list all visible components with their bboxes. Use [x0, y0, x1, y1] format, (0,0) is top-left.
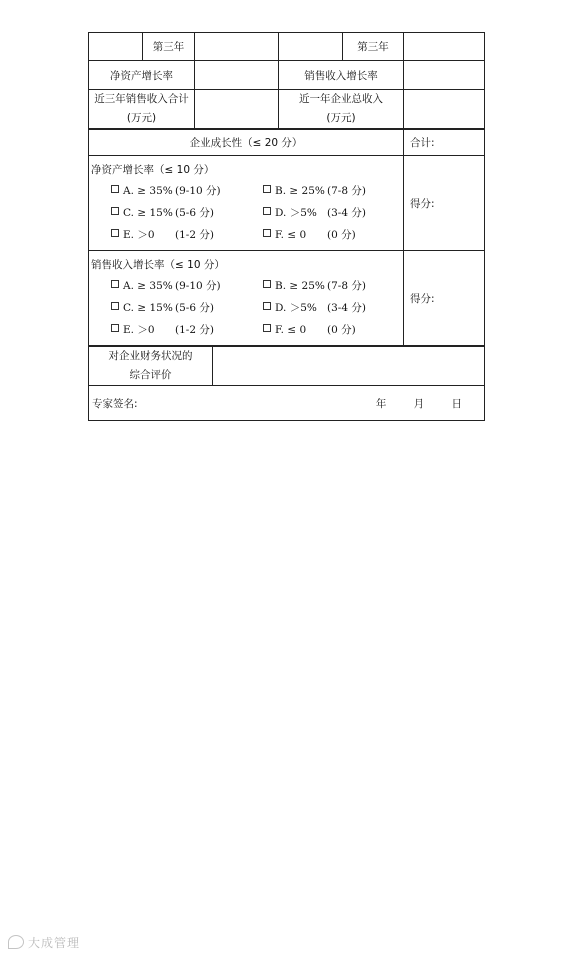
watermark-text: 大成管理: [28, 936, 81, 950]
evaluation-form: [88, 32, 484, 421]
total-label: 合计:: [404, 130, 485, 156]
three-year-sales-label: 近三年销售收入合计 (万元): [89, 90, 195, 129]
checkbox-icon: [263, 207, 271, 215]
day-label: 日: [451, 397, 462, 410]
empty-cell: [279, 33, 343, 61]
date-fields: [352, 396, 462, 411]
growth-header: 企业成长性（≤ 20 分）: [89, 130, 404, 156]
net-asset-growth-label: 净资产增长率: [89, 61, 195, 90]
sales-growth-label: 销售收入增长率: [279, 61, 404, 90]
year-label: 年: [375, 397, 387, 410]
net-asset-growth-options: 净资产增长率（≤ 10 分） A. ≥ 35% (9-10 分) B. ≥ 25% (7-8 分) C. ≥ 15% (5-6 分) D. ＞5% (3-4 分) E. ＞0 (1-2 分) F. ≤ 0 (0 分): [89, 156, 404, 251]
checkbox-icon: [263, 185, 271, 193]
option-f[interactable]: F. ≤ 0: [263, 224, 327, 246]
option-b[interactable]: B. ≥ 25%: [263, 180, 327, 202]
section-title: 销售收入增长率（≤ 10 分）: [91, 259, 225, 271]
three-year-sales-value[interactable]: [195, 90, 279, 129]
checkbox-icon: [111, 280, 119, 288]
option-e[interactable]: E. ＞0: [111, 319, 175, 341]
option-b[interactable]: B. ≥ 25%: [263, 275, 327, 297]
empty-cell: [89, 33, 143, 61]
option-d[interactable]: D. ＞5%: [263, 202, 327, 224]
watermark: [8, 934, 80, 951]
checkbox-icon: [111, 302, 119, 310]
checkbox-icon: [263, 280, 271, 288]
year-label-left: 第三年: [143, 33, 195, 61]
checkbox-icon: [263, 324, 271, 332]
option-d[interactable]: D. ＞5%: [263, 297, 327, 319]
net-asset-score[interactable]: 得分:: [404, 156, 485, 251]
month-label: 月: [413, 397, 425, 410]
checkbox-icon: [111, 324, 119, 332]
checkbox-icon: [263, 229, 271, 237]
net-asset-growth-value[interactable]: [195, 61, 279, 90]
year-label-right: 第三年: [343, 33, 404, 61]
sales-growth-score[interactable]: 得分:: [404, 251, 485, 346]
annual-revenue-value[interactable]: [404, 90, 485, 129]
option-f[interactable]: F. ≤ 0: [263, 319, 327, 341]
option-a[interactable]: A. ≥ 35%: [111, 180, 175, 202]
evaluation-input[interactable]: [213, 347, 485, 386]
sales-growth-value[interactable]: [404, 61, 485, 90]
checkbox-icon: [111, 185, 119, 193]
financial-data-table: [88, 32, 485, 129]
weibo-logo-icon: [8, 935, 24, 949]
section-title: 净资产增长率（≤ 10 分）: [91, 164, 215, 176]
evaluation-table: [88, 346, 485, 421]
option-c[interactable]: C. ≥ 15%: [111, 297, 175, 319]
growth-scoring-table: [88, 129, 485, 346]
checkbox-icon: [263, 302, 271, 310]
evaluation-label: 对企业财务状况的 综合评价: [89, 347, 213, 386]
checkbox-icon: [111, 229, 119, 237]
signature-row[interactable]: [89, 386, 485, 421]
option-c[interactable]: C. ≥ 15%: [111, 202, 175, 224]
year-value-right[interactable]: [404, 33, 485, 61]
annual-revenue-label: 近一年企业总收入 (万元): [279, 90, 404, 129]
option-e[interactable]: E. ＞0: [111, 224, 175, 246]
sales-growth-options: 销售收入增长率（≤ 10 分） A. ≥ 35% (9-10 分) B. ≥ 25% (7-8 分) C. ≥ 15% (5-6 分) D. ＞5% (3-4 分) E. ＞0 (1-2 分) F. ≤ 0 (0 分): [89, 251, 404, 346]
year-value-left[interactable]: [195, 33, 279, 61]
signature-label: 专家签名:: [92, 397, 138, 410]
checkbox-icon: [111, 207, 119, 215]
option-a[interactable]: A. ≥ 35%: [111, 275, 175, 297]
